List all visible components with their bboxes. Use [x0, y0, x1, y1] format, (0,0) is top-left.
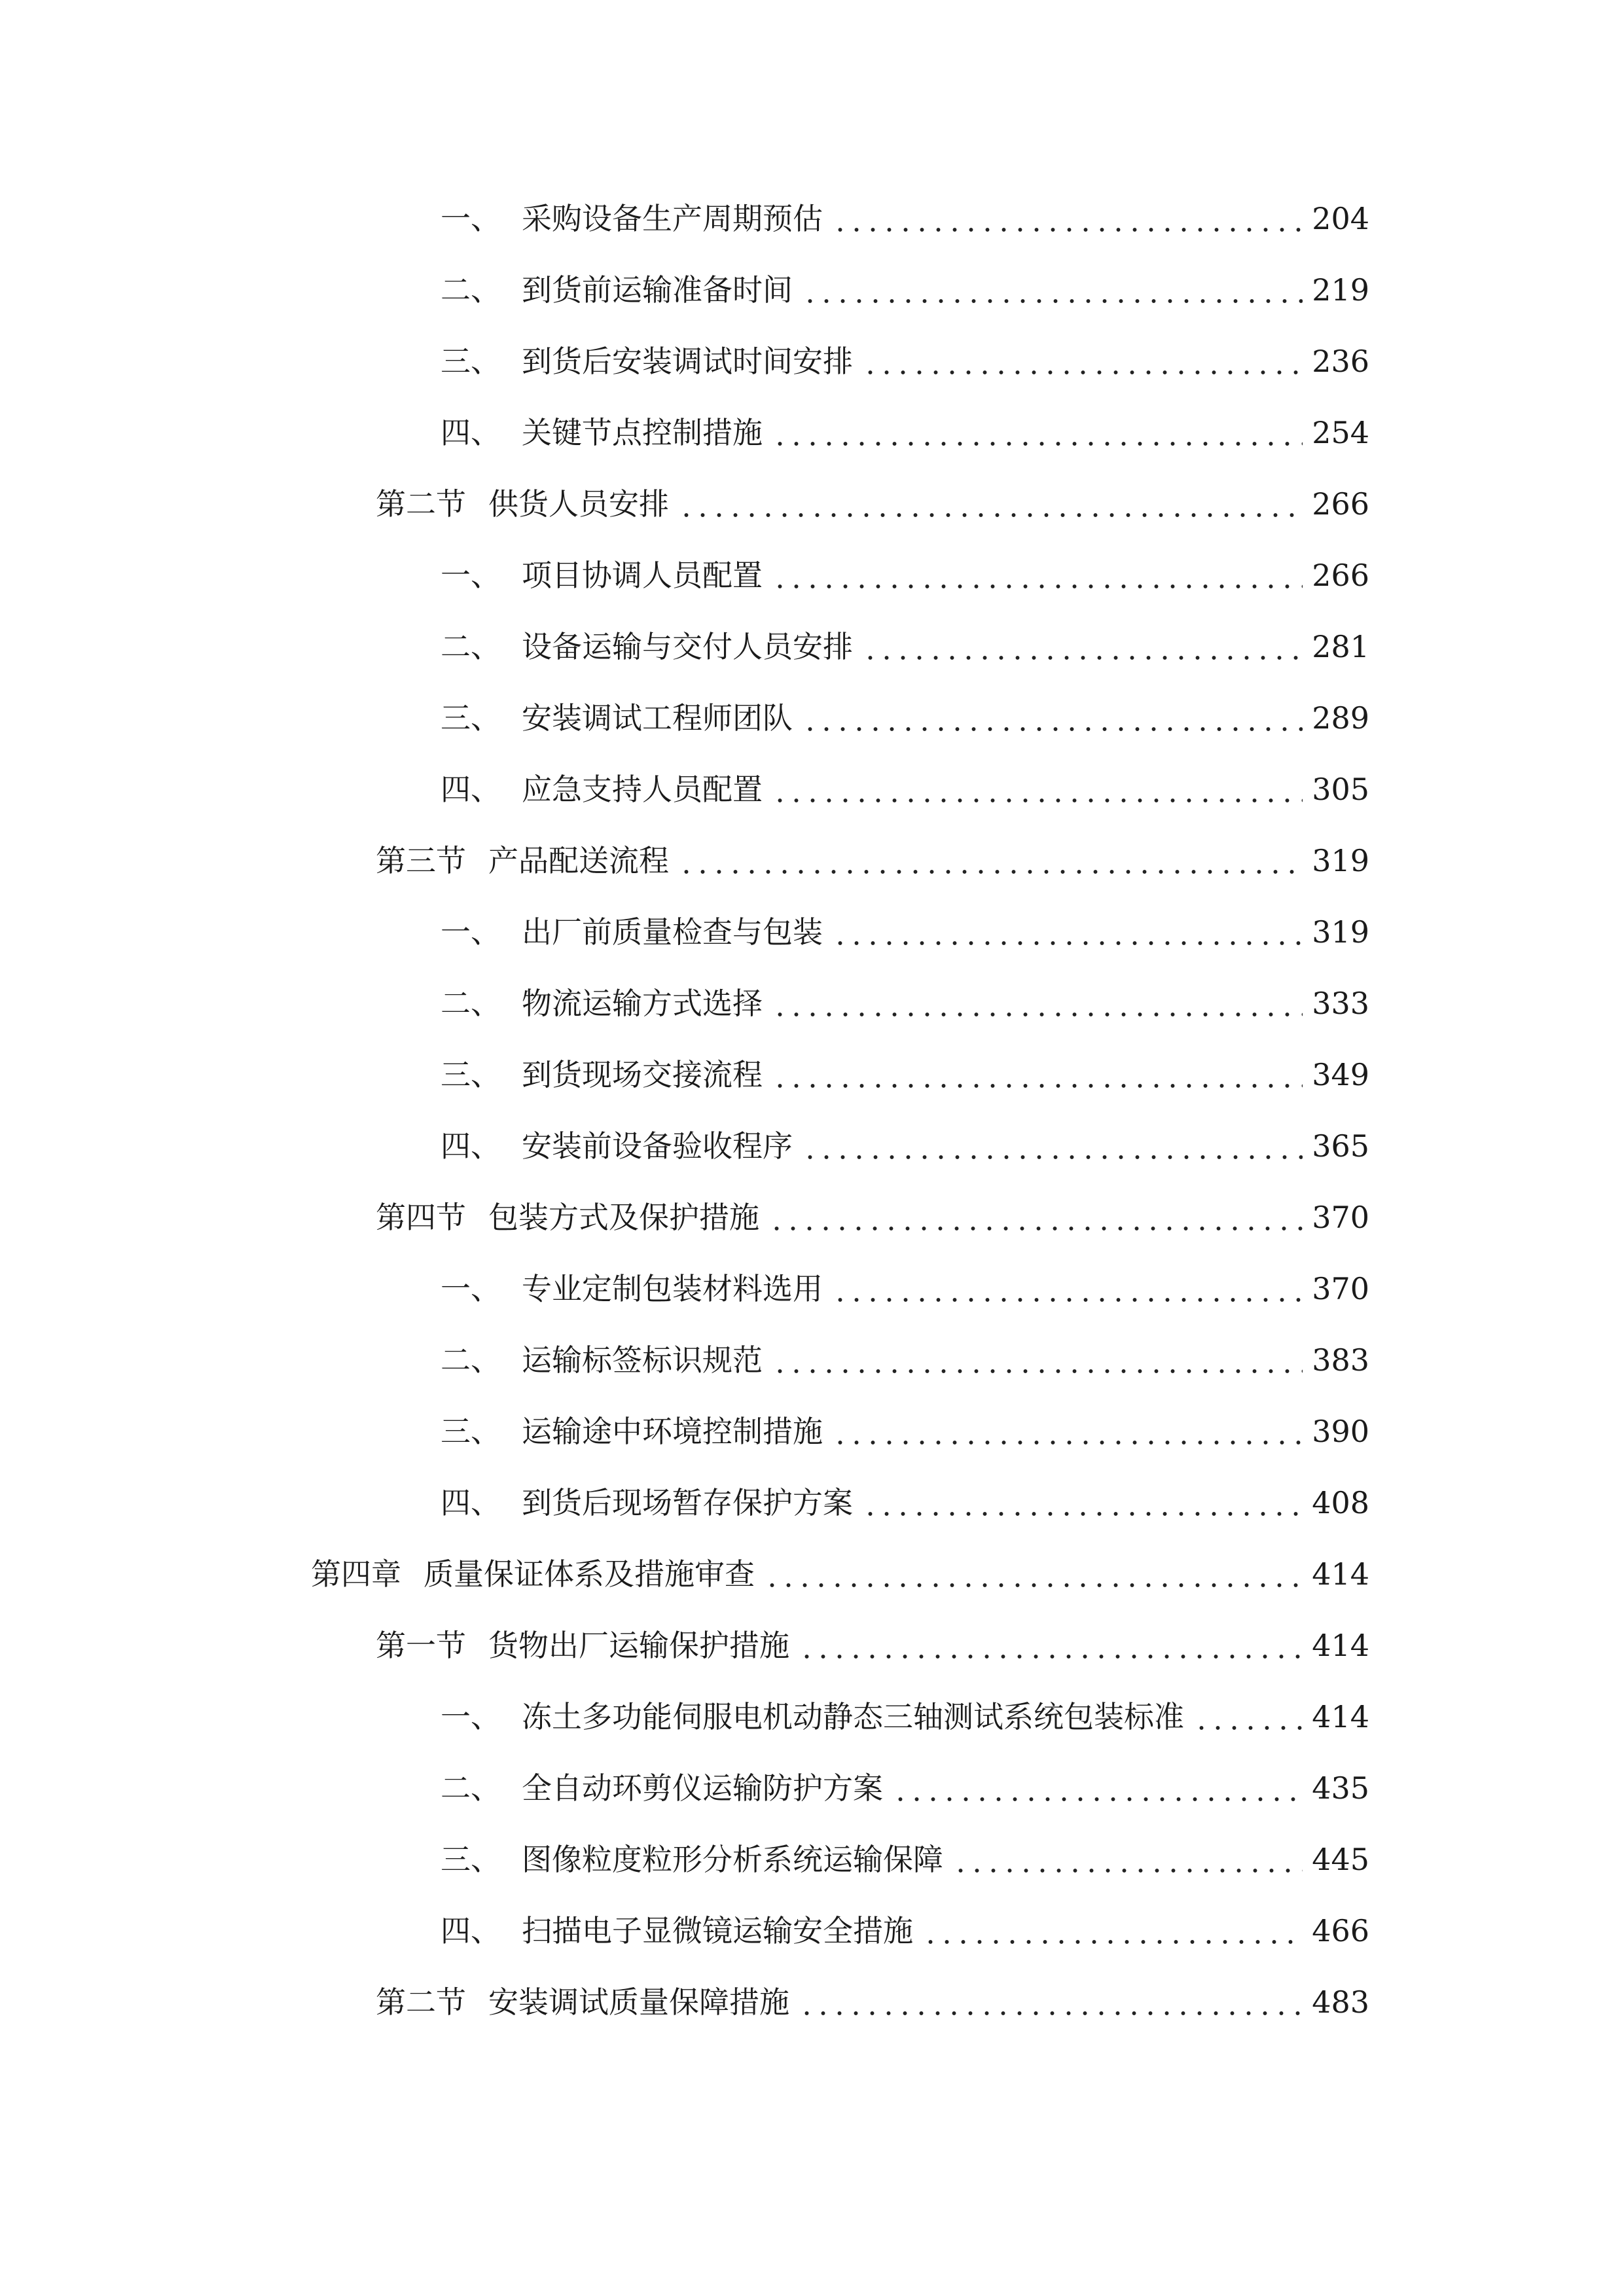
entry-title: 到货后现场暂存保护方案 [522, 1485, 853, 1520]
entry-title: 专业定制包装材料选用 [522, 1271, 823, 1306]
entry-number: 一、 [441, 914, 501, 950]
dot-leader [772, 1345, 1303, 1375]
toc-entry[interactable] [441, 1687, 1369, 1746]
dot-leader [678, 846, 1303, 876]
entry-number: 第二节 [376, 1984, 466, 2020]
entry-number: 二、 [441, 1770, 501, 1806]
toc-entry[interactable] [376, 1973, 1369, 2032]
dot-leader [832, 1274, 1303, 1304]
toc-entry[interactable] [441, 1830, 1369, 1889]
entry-number: 二、 [441, 272, 501, 308]
entry-title: 到货现场交接流程 [522, 1057, 763, 1092]
entry-title: 到货前运输准备时间 [522, 272, 793, 308]
dot-leader [772, 1060, 1303, 1090]
entry-page-number: 466 [1312, 1913, 1369, 1948]
entry-title: 采购设备生产周期预估 [522, 201, 823, 236]
entry-page-number: 445 [1312, 1842, 1369, 1877]
toc-entry[interactable] [441, 1402, 1369, 1461]
entry-number: 四、 [441, 415, 501, 450]
entry-page-number: 414 [1312, 1628, 1369, 1663]
entry-number: 三、 [441, 1057, 501, 1092]
entry-title: 安装调试质量保障措施 [488, 1984, 789, 2020]
dot-leader [802, 1131, 1303, 1161]
entry-title: 设备运输与交付人员安排 [522, 629, 853, 664]
entry-page-number: 204 [1312, 201, 1369, 236]
toc-entry[interactable] [441, 189, 1369, 248]
entry-number: 第四章 [311, 1556, 401, 1592]
entry-title: 到货后安装调试时间安排 [522, 344, 853, 379]
entry-page-number: 266 [1312, 486, 1369, 522]
toc-entry[interactable] [441, 760, 1369, 819]
entry-page-number: 370 [1312, 1271, 1369, 1306]
toc-entry[interactable] [441, 903, 1369, 961]
toc-entry[interactable] [441, 1259, 1369, 1318]
dot-leader [832, 1416, 1303, 1446]
dot-leader [772, 418, 1303, 448]
toc-entry[interactable] [441, 1045, 1369, 1104]
entry-number: 四、 [441, 1485, 501, 1520]
entry-number: 第一节 [376, 1628, 466, 1663]
entry-title: 运输途中环境控制措施 [522, 1414, 823, 1449]
dot-leader [802, 703, 1303, 733]
entry-number: 二、 [441, 986, 501, 1021]
entry-page-number: 319 [1312, 914, 1369, 950]
entry-title: 包装方式及保护措施 [488, 1200, 759, 1235]
toc-entry[interactable] [441, 974, 1369, 1033]
entry-page-number: 435 [1312, 1770, 1369, 1806]
dot-leader [764, 1559, 1303, 1589]
dot-leader [952, 1844, 1303, 1874]
entry-number: 第三节 [376, 843, 466, 878]
toc-entry[interactable] [441, 260, 1369, 319]
entry-number: 二、 [441, 1342, 501, 1378]
toc-entry[interactable] [376, 1188, 1369, 1247]
entry-title: 安装调试工程师团队 [522, 700, 793, 736]
entry-title: 图像粒度粒形分析系统运输保障 [522, 1842, 943, 1877]
entry-title: 全自动环剪仪运输防护方案 [522, 1770, 883, 1806]
dot-leader [772, 774, 1303, 804]
entry-page-number: 370 [1312, 1200, 1369, 1235]
entry-page-number: 390 [1312, 1414, 1369, 1449]
entry-page-number: 289 [1312, 700, 1369, 736]
dot-leader [832, 917, 1303, 947]
toc-entry[interactable] [376, 475, 1369, 533]
entry-page-number: 254 [1312, 415, 1369, 450]
entry-title: 安装前设备验收程序 [522, 1128, 793, 1164]
entry-title: 关键节点控制措施 [522, 415, 763, 450]
entry-number: 三、 [441, 1414, 501, 1449]
entry-page-number: 236 [1312, 344, 1369, 379]
entry-page-number: 281 [1312, 629, 1369, 664]
toc-entry[interactable] [441, 1331, 1369, 1390]
entry-title: 产品配送流程 [488, 843, 669, 878]
dot-leader [862, 1488, 1303, 1518]
entry-number: 三、 [441, 700, 501, 736]
toc-entry[interactable] [441, 617, 1369, 676]
entry-title: 应急支持人员配置 [522, 772, 763, 807]
dot-leader [799, 1630, 1303, 1660]
toc-entry[interactable] [311, 1545, 1369, 1604]
toc-entry[interactable] [376, 1616, 1369, 1675]
entry-number: 三、 [441, 344, 501, 379]
dot-leader [772, 988, 1303, 1018]
dot-leader [862, 346, 1303, 376]
dot-leader [862, 632, 1303, 662]
entry-title: 出厂前质量检查与包装 [522, 914, 823, 950]
entry-title: 货物出厂运输保护措施 [488, 1628, 789, 1663]
entry-title: 项目协调人员配置 [522, 558, 763, 593]
entry-page-number: 408 [1312, 1485, 1369, 1520]
dot-leader [799, 1987, 1303, 2017]
entry-page-number: 319 [1312, 843, 1369, 878]
entry-page-number: 219 [1312, 272, 1369, 308]
entry-page-number: 383 [1312, 1342, 1369, 1378]
toc-entry[interactable] [441, 1473, 1369, 1532]
toc-entry[interactable] [376, 831, 1369, 890]
toc-entry[interactable] [441, 1901, 1369, 1960]
entry-page-number: 365 [1312, 1128, 1369, 1164]
entry-number: 四、 [441, 772, 501, 807]
entry-number: 一、 [441, 1271, 501, 1306]
dot-leader [802, 275, 1303, 305]
toc-entry[interactable] [441, 403, 1369, 462]
toc-entry[interactable] [441, 546, 1369, 605]
entry-number: 第二节 [376, 486, 466, 522]
entry-title: 质量保证体系及措施审查 [424, 1556, 755, 1592]
entry-page-number: 266 [1312, 558, 1369, 593]
toc-entry[interactable] [441, 332, 1369, 391]
entry-page-number: 483 [1312, 1984, 1369, 2020]
dot-leader [678, 489, 1303, 519]
entry-number: 三、 [441, 1842, 501, 1877]
entry-number: 第四节 [376, 1200, 466, 1235]
entry-number: 一、 [441, 558, 501, 593]
toc-entry[interactable] [441, 1117, 1369, 1175]
toc-entry[interactable] [441, 1759, 1369, 1818]
entry-title: 供货人员安排 [488, 486, 669, 522]
entry-number: 一、 [441, 201, 501, 236]
entry-title: 物流运输方式选择 [522, 986, 763, 1021]
entry-title: 冻土多功能伺服电机动静态三轴测试系统包装标准 [522, 1699, 1184, 1734]
dot-leader [892, 1773, 1303, 1803]
entry-page-number: 414 [1312, 1556, 1369, 1592]
entry-title: 运输标签标识规范 [522, 1342, 763, 1378]
entry-number: 四、 [441, 1913, 501, 1948]
entry-page-number: 333 [1312, 986, 1369, 1021]
dot-leader [768, 1202, 1303, 1232]
toc-entry[interactable] [441, 689, 1369, 747]
dot-leader [832, 204, 1303, 234]
entry-page-number: 349 [1312, 1057, 1369, 1092]
entry-page-number: 414 [1312, 1699, 1369, 1734]
entry-number: 四、 [441, 1128, 501, 1164]
entry-page-number: 305 [1312, 772, 1369, 807]
dot-leader [922, 1916, 1303, 1946]
entry-title: 扫描电子显微镜运输安全措施 [522, 1913, 913, 1948]
entry-number: 一、 [441, 1699, 501, 1734]
dot-leader [772, 560, 1303, 590]
entry-number: 二、 [441, 629, 501, 664]
dot-leader [1193, 1702, 1303, 1732]
